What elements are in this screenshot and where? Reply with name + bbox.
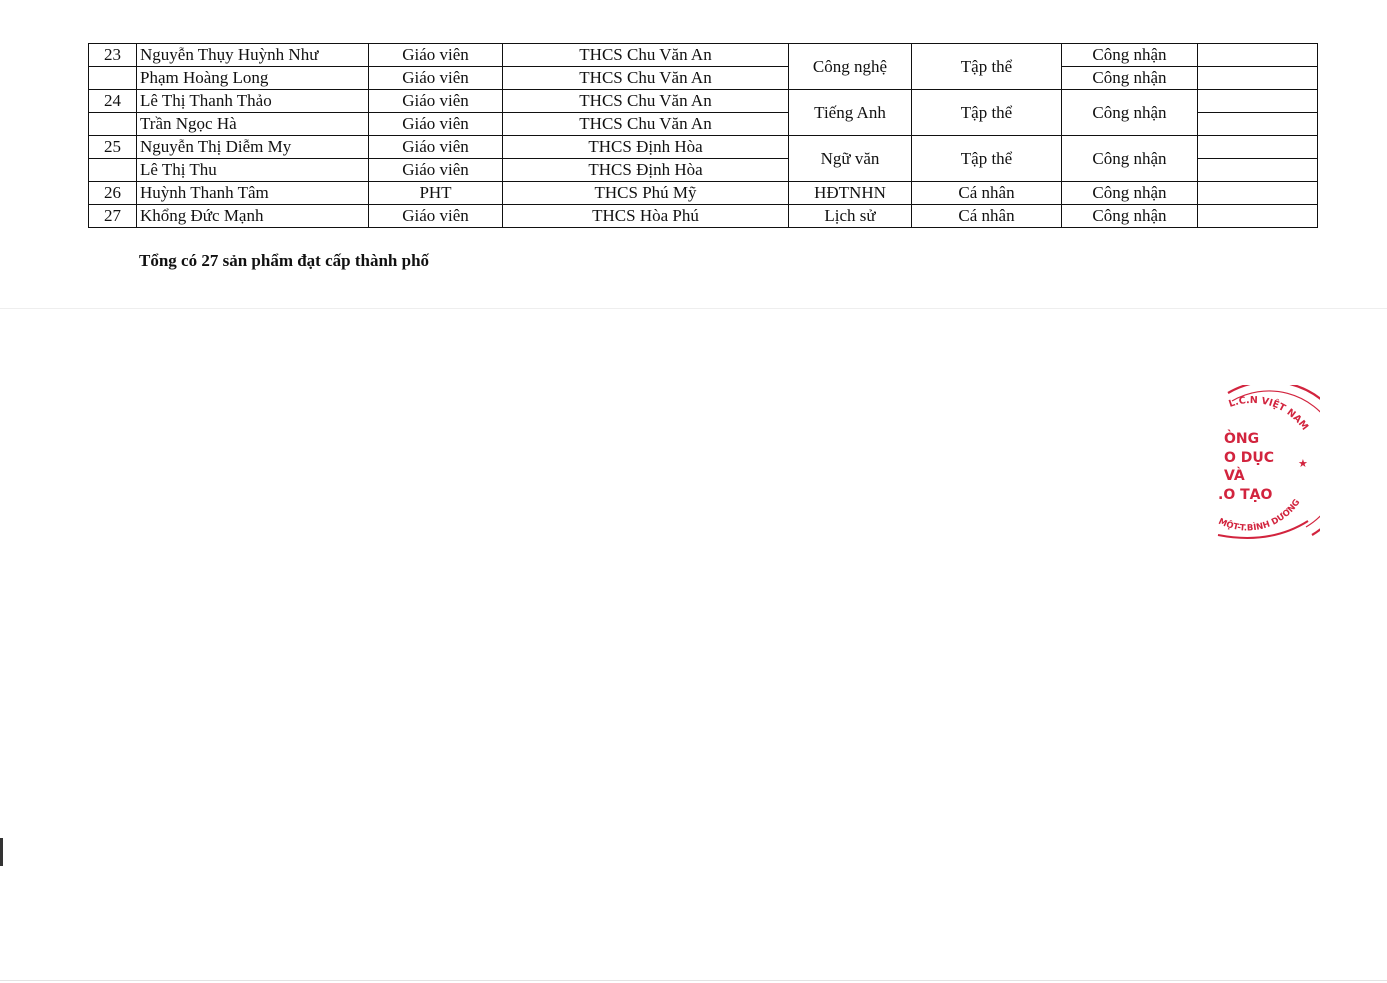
result-cell: Công nhận (1062, 182, 1198, 205)
subject-cell: Ngữ văn (789, 136, 912, 182)
role-cell: Giáo viên (369, 90, 503, 113)
type-cell: Tập thể (912, 136, 1062, 182)
result-cell: Công nhận (1062, 44, 1198, 67)
school-cell: THCS Hòa Phú (503, 205, 789, 228)
stt-cell: 24 (89, 90, 137, 113)
stamp-line-4: .O TẠO (1218, 487, 1273, 503)
school-cell: THCS Định Hòa (503, 136, 789, 159)
stt-cell: 26 (89, 182, 137, 205)
name-cell: Phạm Hoàng Long (137, 67, 369, 90)
table-row (89, 90, 1318, 113)
subject-cell: Tiếng Anh (789, 90, 912, 136)
school-cell: THCS Chu Văn An (503, 113, 789, 136)
stt-cell: 27 (89, 205, 137, 228)
stamp-arc-bottom-text: MỘT-T.BÌNH DƯƠNG (1216, 497, 1303, 534)
table-row (89, 136, 1318, 159)
school-cell: THCS Chu Văn An (503, 67, 789, 90)
note-cell (1198, 159, 1318, 182)
scan-divider-bottom (0, 980, 1387, 981)
role-cell: PHT (369, 182, 503, 205)
table-row (89, 205, 1318, 228)
result-cell: Công nhận (1062, 136, 1198, 182)
type-cell: Cá nhân (912, 182, 1062, 205)
summary-text: Tổng có 27 sản phẩm đạt cấp thành phố (139, 251, 430, 270)
role-cell: Giáo viên (369, 67, 503, 90)
type-cell: Tập thể (912, 44, 1062, 90)
stt-cell (89, 159, 137, 182)
note-cell (1198, 67, 1318, 90)
stamp-star-icon: ★ (1298, 457, 1308, 470)
note-cell (1198, 90, 1318, 113)
stt-cell: 23 (89, 44, 137, 67)
name-cell: Nguyễn Thụy Huỳnh Như (137, 44, 369, 67)
table-row (89, 67, 1318, 90)
results-table (88, 43, 1318, 228)
table-row (89, 44, 1318, 67)
official-seal-stamp (1210, 385, 1320, 543)
scan-edge-mark (0, 838, 3, 866)
stamp-line-3: VÀ (1224, 468, 1245, 484)
name-cell: Lê Thị Thu (137, 159, 369, 182)
table-row (89, 182, 1318, 205)
stt-cell (89, 113, 137, 136)
type-cell: Cá nhân (912, 205, 1062, 228)
subject-cell: Công nghệ (789, 44, 912, 90)
role-cell: Giáo viên (369, 205, 503, 228)
svg-text:L.C.N VIỆT NAM (1227, 395, 1310, 433)
school-cell: THCS Chu Văn An (503, 44, 789, 67)
result-cell: Công nhận (1062, 90, 1198, 136)
name-cell: Huỳnh Thanh Tâm (137, 182, 369, 205)
name-cell: Nguyễn Thị Diễm My (137, 136, 369, 159)
name-cell: Khổng Đức Mạnh (137, 205, 369, 228)
school-cell: THCS Chu Văn An (503, 90, 789, 113)
subject-cell: Lịch sử (789, 205, 912, 228)
stt-cell (89, 67, 137, 90)
subject-cell: HĐTNHN (789, 182, 912, 205)
school-cell: THCS Định Hòa (503, 159, 789, 182)
role-cell: Giáo viên (369, 159, 503, 182)
scan-divider (0, 308, 1387, 309)
note-cell (1198, 136, 1318, 159)
role-cell: Giáo viên (369, 113, 503, 136)
note-cell (1198, 113, 1318, 136)
stamp-line-1: ÒNG (1224, 431, 1260, 447)
name-cell: Lê Thị Thanh Thảo (137, 90, 369, 113)
role-cell: Giáo viên (369, 136, 503, 159)
note-cell (1198, 205, 1318, 228)
stamp-arc-top-text: L.C.N VIỆT NAM (1227, 394, 1311, 433)
school-cell: THCS Phú Mỹ (503, 182, 789, 205)
note-cell (1198, 182, 1318, 205)
result-cell: Công nhận (1062, 205, 1198, 228)
role-cell: Giáo viên (369, 44, 503, 67)
note-cell (1198, 44, 1318, 67)
stamp-line-2: O DỤC (1224, 450, 1275, 466)
result-cell: Công nhận (1062, 67, 1198, 90)
type-cell: Tập thể (912, 90, 1062, 136)
stt-cell: 25 (89, 136, 137, 159)
name-cell: Trần Ngọc Hà (137, 113, 369, 136)
